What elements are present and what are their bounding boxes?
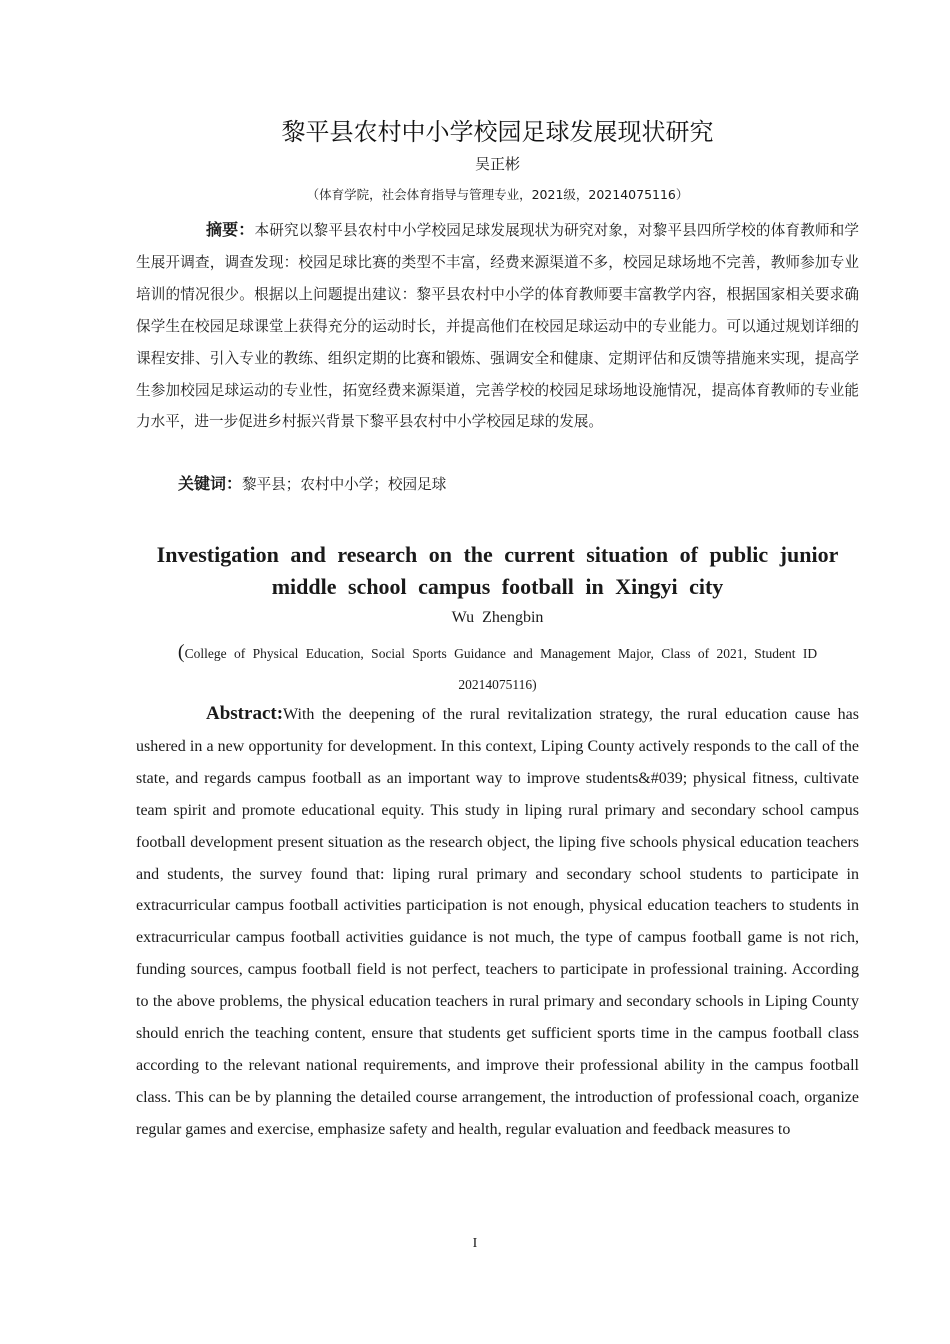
english-author: Wu Zhengbin	[451, 609, 544, 626]
chinese-abstract-text: 本研究以黎平县农村中小学校园足球发展现状为研究对象，对黎平县四所学校的体育教师和学生展开调查，调查发现：校园足球比赛的类型不丰富，经费来源渠道不多，校园足球场地不完善，教师参加专业培训的情况很少。根据以上问题提出建议：黎平县农村中小学的体育教师要丰富教学内容，根据国家相关要求确保学生在校园足球课堂上获得充分的运动时长，并提高他们在校园足球运动中的专业能力。可以通过规划详细的课程安排、引入专业的教练、组织定期的比赛和锻炼、强调安全和健康、定期评估和反馈等措施来实现，提高学生参加校园足球运动的专业性，拓宽经费来源渠道，完善学校的校园足球场地设施情况，提高体育教师的专业能力水平，进一步促进乡村振兴背景下黎平县农村中小学校园足球的发展。	[136, 222, 859, 431]
chinese-abstract	[136, 214, 859, 438]
chinese-keywords-text: 黎平县；农村中小学；校园足球	[242, 476, 447, 493]
chinese-keywords	[178, 468, 859, 500]
page-number: I	[472, 1236, 478, 1251]
english-affiliation	[136, 637, 859, 700]
chinese-title: 黎平县农村中小学校园足球发展现状研究	[281, 118, 714, 146]
affiliation-open-paren: (	[177, 641, 185, 663]
english-abstract-label: Abstract:	[206, 703, 284, 724]
chinese-author: 吴正彬	[474, 155, 520, 173]
chinese-keywords-label: 关键词：	[178, 474, 243, 493]
english-affiliation-text: College of Physical Education, Social Sports Guidance and Management Major, Class of 2021, Student ID 20214075116)	[184, 646, 818, 692]
english-abstract-text: With the deepening of the rural revitalization strategy, the rural education cause has ushered in a new opportunity for development. In this context, Liping County actively responds to the call of the state, and regards campus football as an important way to improve students&#039; physical fitness, cultivate team spirit and promote educational equity. This study in liping rural primary and secondary school campus football development present situation as the research object, the liping five schools physical education teachers and students, the survey found that: liping rural primary and secondary school students to participate in extracurricular campus football activities participation is not enough, physical education teachers to students in extracurricular campus football activities guidance is not much, the type of campus football game is not rich, funding sources, campus football field is not perfect, teachers to participate in professional training. According to the above problems, the physical education teachers in rural primary and secondary schools in Liping County should enrich the teaching content, ensure that students get sufficient sports time in the campus football class according to the relevant national requirements, and improve their professional ability in the campus football class. This can be by planning the detailed course arrangement, the introduction of professional coach, organize regular games and exercise, emphasize safety and health, regular evaluation and feedback measures to	[136, 706, 859, 1138]
chinese-abstract-label: 摘要：	[206, 220, 255, 239]
english-abstract	[136, 698, 859, 1146]
chinese-affiliation: （体育学院，社会体育指导与管理专业，2021级，20214075116）	[306, 187, 689, 202]
english-title: Investigation and research on the current situation of public junior middle school campus football in Xingyi city	[156, 542, 839, 599]
